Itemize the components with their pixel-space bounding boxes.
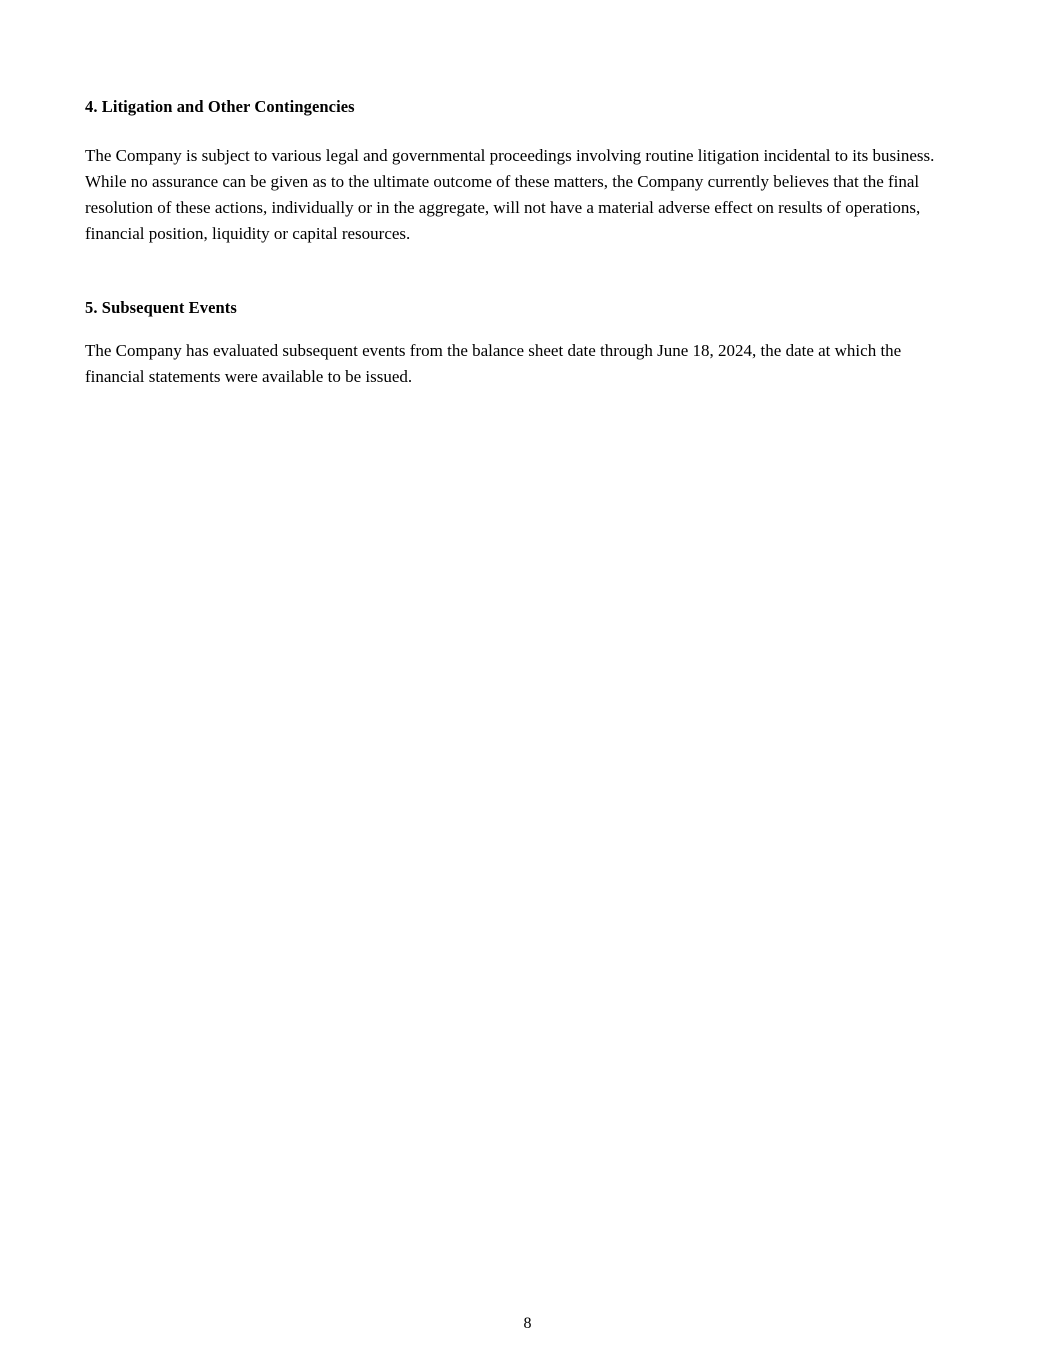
spacer bbox=[85, 247, 950, 297]
page-content bbox=[85, 96, 950, 390]
section-paragraph-litigation: The Company is subject to various legal and governmental proceedings involving routine litigation incidental to its business. While no assurance can be given as to the ultimate outcome of these matters, the Company currently believes that the final resolution of these actions, individually or in the aggregate, will not have a material adverse effect on results of operations, financial position, liquidity or capital resources. bbox=[85, 146, 935, 243]
section-paragraph-subsequent-events: The Company has evaluated subsequent events from the balance sheet date through June 18, 2024, the date at which the financial statements were available to be issued. bbox=[85, 341, 902, 387]
page-number: 8 bbox=[523, 1315, 532, 1332]
spacer bbox=[85, 117, 950, 143]
spacer bbox=[85, 318, 950, 338]
section-heading-litigation: 4. Litigation and Other Contingencies bbox=[85, 97, 355, 116]
section-heading-subsequent-events: 5. Subsequent Events bbox=[85, 297, 237, 317]
